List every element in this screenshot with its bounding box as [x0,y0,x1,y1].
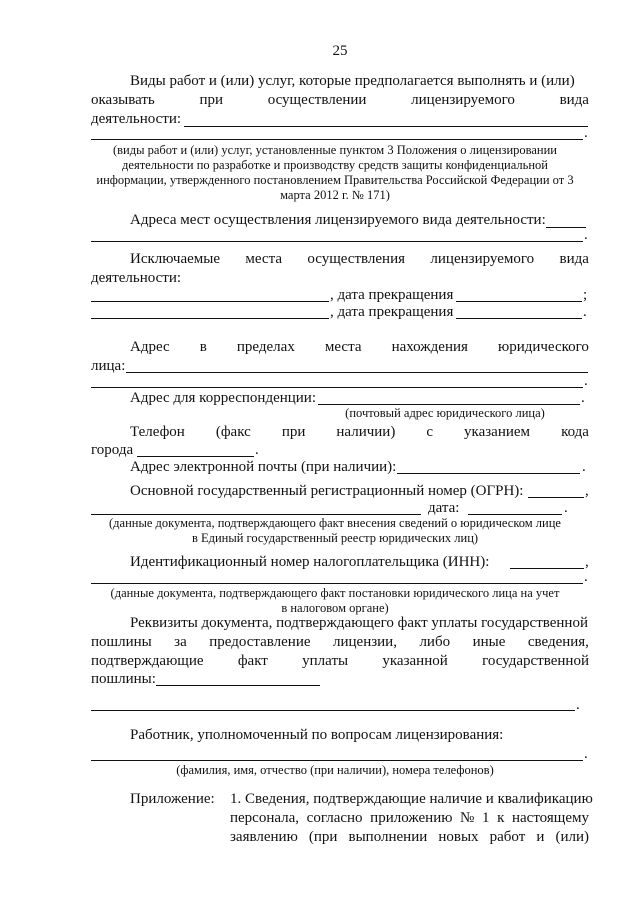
word: Адрес [130,339,170,355]
excluded-date-2-end: . [583,304,587,320]
legal-address-line-1 [130,338,589,356]
phone-field[interactable] [137,456,254,457]
word: факт [237,653,268,669]
works-note-4: марта 2012 г. № 171) [280,188,390,202]
correspondence-field[interactable] [318,404,580,405]
duty-dot: . [576,697,580,713]
word: вида [559,251,589,267]
activity-addresses-field-2[interactable] [91,241,583,242]
word: 1 [481,810,490,826]
works-note-1: (виды работ и (или) услуг, установленные пунктом 3 Положения о лицензировании [112,143,557,157]
duty-field[interactable] [156,685,320,686]
correspondence-note: (почтовый адрес юридического лица) [345,406,545,420]
word: предоставление [209,634,311,650]
works-line-2 [91,91,589,109]
word: согласно [306,810,363,826]
works-field[interactable] [184,126,588,127]
word: наличии) [336,424,396,440]
word: места [245,251,282,267]
duty-line-1: Реквизиты документа, подтверждающего факт уплаты государственной [130,615,588,631]
correspondence-dot: . [581,390,585,406]
word: государственной [482,653,589,669]
inn-note-1: (данные документа, подтверждающего факт постановки юридического лица на учет [110,586,560,600]
appendix-label: Приложение: [130,791,215,807]
word: выполнении [348,829,428,845]
employee-note: (фамилия, имя, отчество (при наличии), номера телефонов) [176,763,494,777]
word: персонала, [230,810,300,826]
word: вида [559,92,589,108]
employee-label: Работник, уполномоченный по вопросам лицензирования: [130,727,504,743]
excluded-date-1-end: ; [583,287,588,303]
word: иные [472,634,506,650]
word: уплаты [302,653,349,669]
word: сведения, [527,634,589,650]
word: оказывать [91,92,155,108]
word: Исключаемые [130,251,220,267]
word: подтверждающие [91,653,204,669]
excluded-line-2: деятельности: [91,270,182,286]
correspondence-label: Адрес для корреспонденции: [130,390,317,406]
ogrn-note-2: в Единый государственный реестр юридических лиц) [191,531,479,545]
works-dot: . [584,125,588,141]
inn-label: Идентификационный номер налогоплательщика (ИНН): [130,554,490,570]
appendix-line-1: 1. Сведения, подтверждающие наличие и квалификацию [230,791,593,807]
word: и [536,829,545,845]
duty-line-2 [91,633,589,651]
word: настоящему [511,810,589,826]
word: работ [489,829,526,845]
ogrn-date-field[interactable] [468,514,562,515]
ogrn-label: Основной государственный регистрационный номер (ОГРН): [130,483,524,499]
word: приложению [370,810,453,826]
word: новых [438,829,479,845]
email-label: Адрес электронной почты (при наличии): [130,459,397,475]
inn-field[interactable] [510,568,584,569]
excluded-date-2-field[interactable] [456,318,582,319]
works-field-2[interactable] [91,139,583,140]
ogrn-date-label: дата: [428,500,460,516]
duty-field-2[interactable] [91,710,575,711]
word: при [199,92,224,108]
inn-dot: . [584,569,588,585]
word: юридического [498,339,589,355]
word: (при [308,829,338,845]
duty-line-3 [91,652,589,670]
email-field[interactable] [397,473,580,474]
word: либо [419,634,451,650]
legal-address-field[interactable] [126,372,588,373]
word: с [426,424,434,440]
word: кода [561,424,589,440]
legal-address-field-2[interactable] [91,387,583,388]
word: лицензируемого [411,92,515,108]
inn-comma: , [585,554,589,570]
ogrn-dot: . [564,500,568,516]
word: Телефон [130,424,185,440]
phone-dot: . [255,442,259,458]
word: № [460,810,475,826]
appendix-line-2 [230,809,589,827]
phone-line-1 [130,423,589,441]
activity-addresses-dot: . [584,227,588,243]
word: за [174,634,187,650]
word: указанной [382,653,448,669]
works-line-1: Виды работ и (или) услуг, которые предполагается выполнять и (или) [130,73,575,89]
word: (факс [215,424,251,440]
word: лицензии, [333,634,397,650]
word: пределах [236,339,295,355]
legal-address-dot: . [584,373,588,389]
excluded-date-1-field[interactable] [456,301,582,302]
ogrn-comma: , [585,483,589,499]
phone-city-label: города [91,442,134,458]
employee-dot: . [584,746,588,762]
legal-address-label: лица: [91,358,126,374]
activity-addresses-field[interactable] [546,227,586,228]
works-note-2: деятельности по разработке и производству средств защиты конфиденциальной [122,158,548,172]
ogrn-doc-field[interactable] [91,514,421,515]
word: при [281,424,306,440]
works-line-3-label: деятельности: [91,111,182,127]
inn-doc-field[interactable] [91,583,583,584]
word: лицензируемого [430,251,535,267]
word: (или) [555,829,589,845]
word: пошлины [91,634,152,650]
ogrn-field[interactable] [528,497,584,498]
excluded-line-1 [130,250,589,268]
word: в [199,339,207,355]
excluded-place-2-field[interactable] [91,318,329,319]
excluded-date-1-label: , дата прекращения [330,287,454,303]
email-dot: . [582,459,586,475]
page-number: 25 [332,43,348,59]
ogrn-note-1: (данные документа, подтверждающего факт внесения сведений о юридическом лице [109,516,561,530]
inn-note-2: в налоговом органе) [281,601,389,615]
employee-field[interactable] [91,760,583,761]
word: осуществления [307,251,406,267]
word: указанием [464,424,531,440]
word: к [497,810,505,826]
excluded-date-2-label: , дата прекращения [330,304,454,320]
word: нахождения [391,339,468,355]
word: заявлению [230,829,298,845]
works-note-3: информации, утвержденного постановлением Правительства Российской Федерации от 3 [96,173,574,187]
excluded-place-1-field[interactable] [91,301,329,302]
appendix-line-3 [230,828,589,846]
activity-addresses-label: Адреса мест осуществления лицензируемого вида деятельности: [130,212,546,228]
word: осуществлении [267,92,367,108]
duty-line-4-label: пошлины: [91,671,156,687]
word: места [324,339,362,355]
